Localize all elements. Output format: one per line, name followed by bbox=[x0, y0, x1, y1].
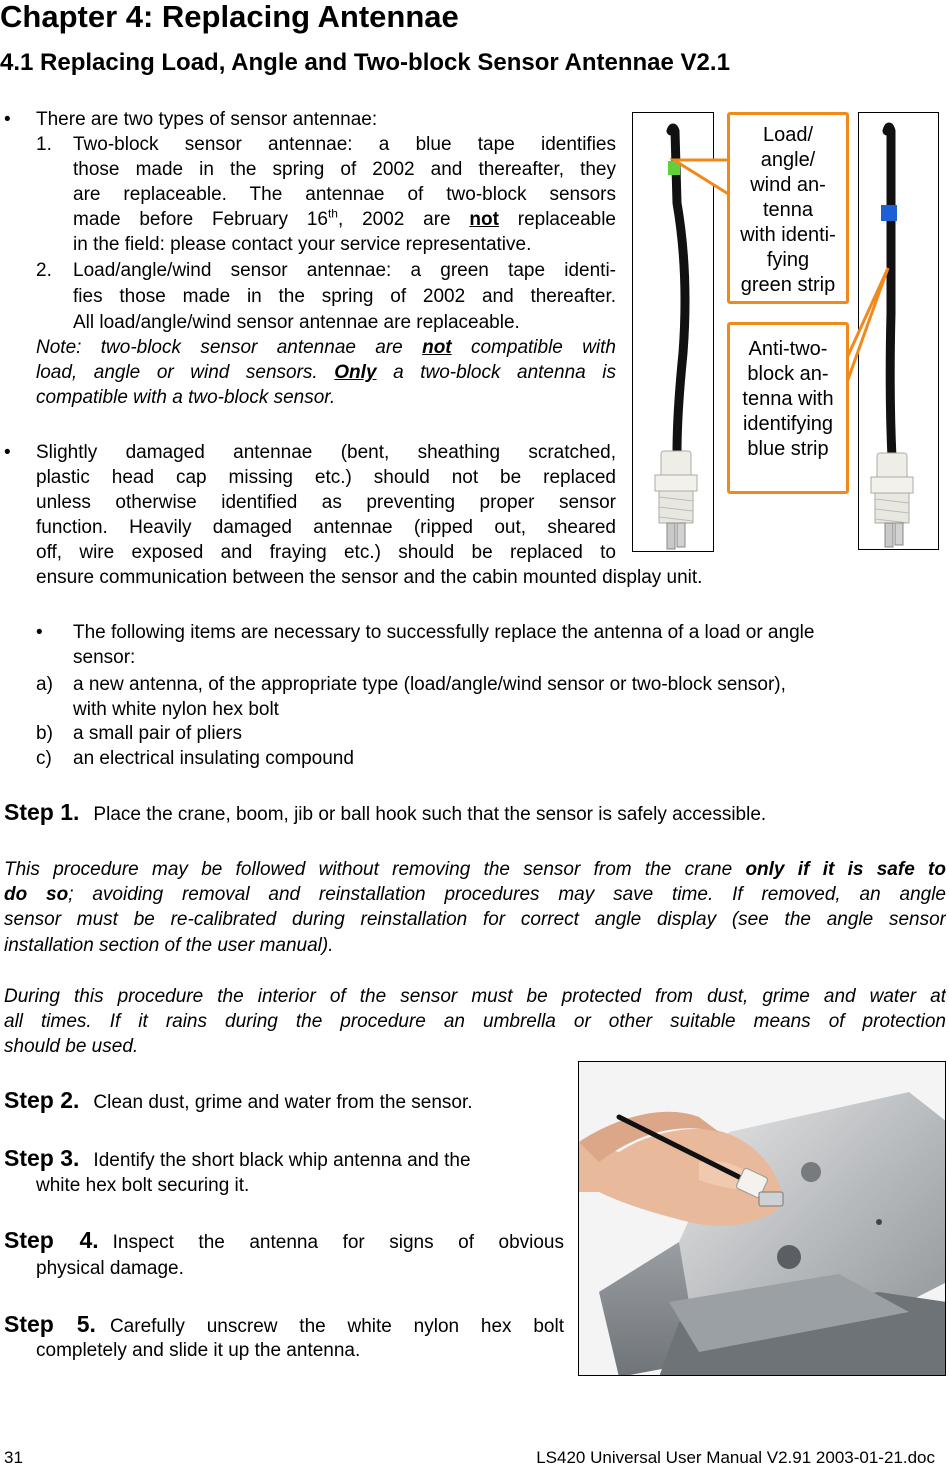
damage-line: Slightly damaged antennae (bent, sheathing scratched, bbox=[36, 442, 616, 463]
item-label: b) bbox=[36, 723, 53, 744]
callout-line: identifying bbox=[742, 413, 834, 435]
required-line: The following items are necessary to successfully replace the antenna of a load or angle bbox=[73, 622, 815, 643]
step-1 bbox=[4, 800, 766, 827]
para2-line: all times. If it rains during the procedure an umbrella or other suitable means of protection bbox=[4, 1011, 946, 1032]
step-text: Identify the short black whip antenna and the bbox=[93, 1150, 471, 1171]
step-text: physical damage. bbox=[36, 1258, 184, 1279]
item-text: an electrical insulating compound bbox=[73, 748, 354, 769]
item2-line: All load/angle/wind sensor antennae are replaceable. bbox=[73, 312, 520, 333]
callout-line: tenna bbox=[762, 199, 814, 221]
item1-line: those made in the spring of 2002 and thereafter, they bbox=[73, 159, 616, 180]
item-text: with white nylon hex bolt bbox=[73, 699, 279, 720]
item-text: a new antenna, of the appropriate type (load/angle/wind sensor or two-block sensor), bbox=[73, 674, 786, 695]
chapter-title: Chapter 4: Replacing Antennae bbox=[0, 0, 459, 34]
damage-line: function. Heavily damaged antennae (ripped out, sheared bbox=[36, 517, 616, 538]
damage-line: ensure communication between the sensor and the cabin mounted display unit. bbox=[36, 567, 703, 588]
step-text: white hex bolt securing it. bbox=[36, 1175, 250, 1196]
step-label: Step 5. bbox=[4, 1312, 96, 1337]
item1-line: are replaceable. The antennae of two-block sensors bbox=[73, 184, 616, 205]
item-number: 2. bbox=[36, 260, 52, 281]
note-line: compatible with a two-block sensor. bbox=[36, 387, 336, 408]
callout-line: green strip bbox=[740, 274, 836, 296]
step-text: Place the crane, boom, jib or ball hook such that the sensor is safely accessible. bbox=[93, 804, 767, 825]
item2-line: fies those made in the spring of 2002 and thereafter. bbox=[73, 286, 616, 307]
callout-line: fying bbox=[766, 249, 810, 271]
para1-line: This procedure may be followed without removing the sensor from the crane only if it is safe to bbox=[4, 859, 946, 880]
step-text: Carefully unscrew the white nylon hex bolt bbox=[109, 1316, 564, 1337]
note-line: load, angle or wind sensors. Only a two-block antenna is bbox=[36, 362, 616, 383]
item-label: c) bbox=[36, 748, 52, 769]
step-label: Step 2. bbox=[4, 1087, 80, 1113]
damage-line: off, wire exposed and fraying etc.) should be replaced to bbox=[36, 542, 616, 563]
callout-line: angle/ bbox=[760, 149, 816, 171]
step-text: completely and slide it up the antenna. bbox=[36, 1340, 361, 1361]
para2-line: should be used. bbox=[4, 1036, 139, 1057]
callout-line: blue strip bbox=[747, 438, 829, 460]
step-label: Step 3. bbox=[4, 1145, 80, 1171]
callout-line: wind an- bbox=[750, 174, 826, 196]
step-text: Inspect the antenna for signs of obvious bbox=[112, 1232, 564, 1253]
blue-strip-callout bbox=[727, 322, 849, 494]
document-name: LS420 Universal User Manual V2.91 2003-01-21.doc bbox=[536, 1448, 935, 1467]
callout-line: Anti-two- bbox=[748, 338, 828, 360]
green-strip-callout bbox=[727, 112, 849, 304]
damage-line: plastic head cap missing etc.) should not be replaced bbox=[36, 467, 616, 488]
sensor-unscrew-photo bbox=[578, 1061, 946, 1376]
item2-line: Load/angle/wind sensor antennae: a green tape identi- bbox=[73, 260, 616, 281]
step-2 bbox=[4, 1088, 473, 1115]
note-line: Note: two-block sensor antennae are not compatible with bbox=[36, 337, 616, 358]
callout-line: with identi- bbox=[740, 224, 836, 246]
item1-line: made before February 16th, 2002 are not replaceable bbox=[73, 207, 616, 230]
step-3 bbox=[4, 1146, 564, 1198]
callout-line: tenna with bbox=[742, 388, 834, 410]
page-number: 31 bbox=[4, 1448, 23, 1467]
para2-line: During this procedure the interior of the sensor must be protected from dust, grime and water at bbox=[4, 986, 946, 1007]
step-text: Clean dust, grime and water from the sensor. bbox=[93, 1092, 473, 1113]
damage-line: unless otherwise identified as preventing proper sensor bbox=[36, 492, 616, 513]
para1-line: installation section of the user manual). bbox=[4, 935, 334, 956]
item-label: a) bbox=[36, 674, 53, 695]
callout-line: Load/ bbox=[762, 124, 814, 146]
para1-line: sensor must be re-calibrated during reinstallation for correct angle display (see the angle sensor bbox=[4, 909, 946, 930]
bullet-dot: • bbox=[4, 109, 11, 130]
bullet-dot: • bbox=[4, 442, 11, 463]
callout-line: block an- bbox=[747, 363, 829, 385]
required-line: sensor: bbox=[73, 647, 136, 668]
item1-line: in the field: please contact your service representative. bbox=[73, 234, 532, 255]
step-label: Step 1. bbox=[4, 799, 80, 825]
item1-line: Two-block sensor antennae: a blue tape identifies bbox=[73, 134, 616, 155]
bullet-dot: • bbox=[36, 622, 43, 643]
section-title: 4.1 Replacing Load, Angle and Two-block Sensor Antennae V2.1 bbox=[0, 49, 730, 76]
item-number: 1. bbox=[36, 134, 52, 155]
para1-line: do so; avoiding removal and reinstallation procedures may save time. If removed, an angle bbox=[4, 884, 946, 905]
intro-bullet-text: There are two types of sensor antennae: bbox=[36, 109, 378, 130]
step-4 bbox=[4, 1228, 564, 1253]
step-5 bbox=[4, 1312, 564, 1337]
item-text: a small pair of pliers bbox=[73, 723, 242, 744]
step-label: Step 4. bbox=[4, 1228, 99, 1253]
